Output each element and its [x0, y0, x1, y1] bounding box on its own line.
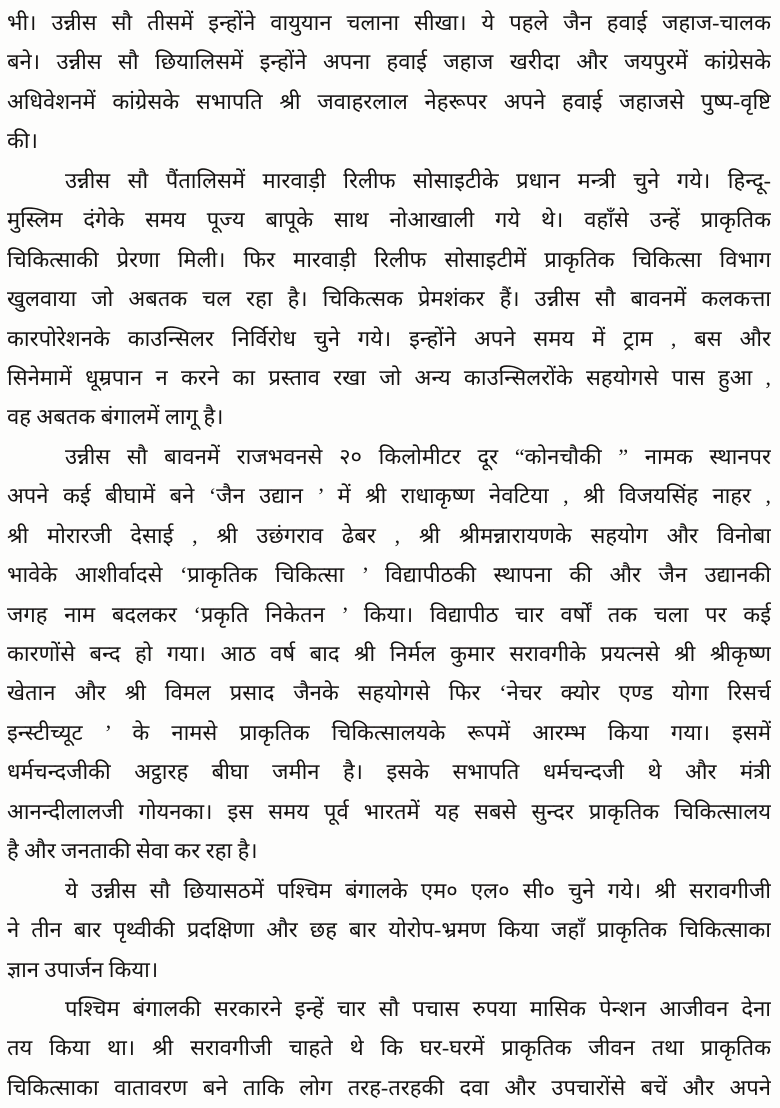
text-line: कारणोंसे बन्द हो गया। आठ वर्ष बाद श्री निर्मल कुमार सरावगीके प्रयत्नसे श्री श्रीकृष्ण — [7, 641, 771, 666]
text-line: की। — [7, 128, 38, 154]
text-line: भावेके आशीर्वादसे ‘प्राकृतिक चिकित्सा ’ विद्यापीठकी स्थापना की और जैन उद्यानकी — [7, 562, 771, 588]
text-line: मुस्लिम दंगेके समय पूज्य बापूके साथ नोआखाली गये थे। वहाँसे उन्हें प्राकृतिक — [7, 207, 771, 233]
text-line: वह अबतक बंगालमें लागू है। — [7, 404, 224, 430]
text-line: अपने कई बीघामें बने ‘जैन उद्यान ’ में श्री राधाकृष्ण नेवटिया , श्री विजयसिंह नाहर , — [7, 483, 771, 509]
text-line: है और जनताकी सेवा कर रहा है। — [7, 838, 258, 864]
text-line: श्री मोरारजी देसाई , श्री उछंगराव ढेबर , श्री श्रीमन्नारायणके सहयोग और विनोबा — [7, 522, 771, 548]
text-line: कारपोरेशनके काउन्सिलर निर्विरोध चुने गये। इन्होंने अपने समय में ट्राम , बस और — [7, 325, 771, 351]
paragraph — [7, 989, 771, 1107]
text-line: उन्नीस सौ पैंतालिसमें मारवाड़ी रिलीफ सोसाइटीके प्रधान मन्त्री चुने गये। हिन्दू- — [65, 167, 771, 193]
text-line: खेतान और श्री विमल प्रसाद जैनके सहयोगसे फिर ‘नेचर क्योर एण्ड योगा रिसर्च — [7, 680, 771, 706]
text-line: ज्ञान उपार्जन किया। — [7, 956, 159, 982]
text-line: धर्मचन्दजीकी अट्ठारह बीघा जमीन है। इसके सभापति धर्मचन्दजी थे और मंत्री — [7, 759, 771, 785]
text-line: बने। उन्नीस सौ छियालिसमें इन्होंने अपना हवाई जहाज खरीदा और जयपुरमें कांग्रेसके — [7, 49, 771, 75]
text-line: जगह नाम बदलकर ‘प्रकृति निकेतन ’ किया। विद्यापीठ चार वर्षों तक चला पर कई — [7, 601, 771, 627]
text-line: चिकित्साकी प्रेरणा मिली। फिर मारवाड़ी रिलीफ सोसाइटीमें प्राकृतिक चिकित्सा विभाग — [7, 246, 771, 272]
text-line: भी। उन्नीस सौ तीसमें इन्होंने वायुयान चलाना सीखा। ये पहले जैन हवाई जहाज-चालक — [7, 10, 771, 35]
text-line: उन्नीस सौ बावनमें राजभवनसे २० किलोमीटर दूर “कोनचौकी ” नामक स्थानपर — [65, 443, 771, 469]
paragraph — [7, 437, 771, 871]
text-line: ने तीन बार पृथ्वीकी प्रदक्षिणा और छह बार योरोप-भ्रमण किया जहाँ प्राकृतिक चिकित्साका — [7, 917, 771, 943]
text-line: आनन्दीलालजी गोयनका। इस समय पूर्व भारतमें यह सबसे सुन्दर प्राकृतिक चिकित्सालय — [7, 798, 771, 824]
paragraph — [7, 3, 771, 161]
paragraph — [7, 161, 771, 437]
text-line: इन्स्टीच्यूट ’ के नामसे प्राकृतिक चिकित्सालयके रूपमें आरम्भ किया गया। इसमें — [7, 719, 771, 745]
text-line: तय किया था। श्री सरावगीजी चाहते थे कि घर-घरमें प्राकृतिक जीवन तथा प्राकृतिक — [7, 1035, 771, 1061]
text-line: चिकित्साका वातावरण बने ताकि लोग तरह-तरहकी दवा और उपचारोंसे बचें और अपने — [7, 1074, 771, 1100]
text-line: खुलवाया जो अबतक चल रहा है। चिकित्सक प्रेमशंकर हैं। उन्नीस सौ बावनमें कलकत्ता — [7, 286, 771, 312]
text-line: ये उन्नीस सौ छियासठमें पश्चिम बंगालके एम० एल० सी० चुने गये। श्री सरावगीजी — [65, 877, 771, 903]
text-line: पश्चिम बंगालकी सरकारने इन्हें चार सौ पचास रुपया मासिक पेन्शन आजीवन देना — [65, 995, 771, 1021]
text-line: सिनेमामें धूम्रपान न करने का प्रस्ताव रखा जो अन्य काउन्सिलरोंके सहयोगसे पास हुआ , — [7, 364, 771, 390]
paragraph — [7, 871, 771, 989]
text-line: अधिवेशनमें कांग्रेसके सभापति श्री जवाहरलाल नेहरूपर अपने हवाई जहाजसे पुष्प-वृष्टि — [7, 88, 771, 114]
